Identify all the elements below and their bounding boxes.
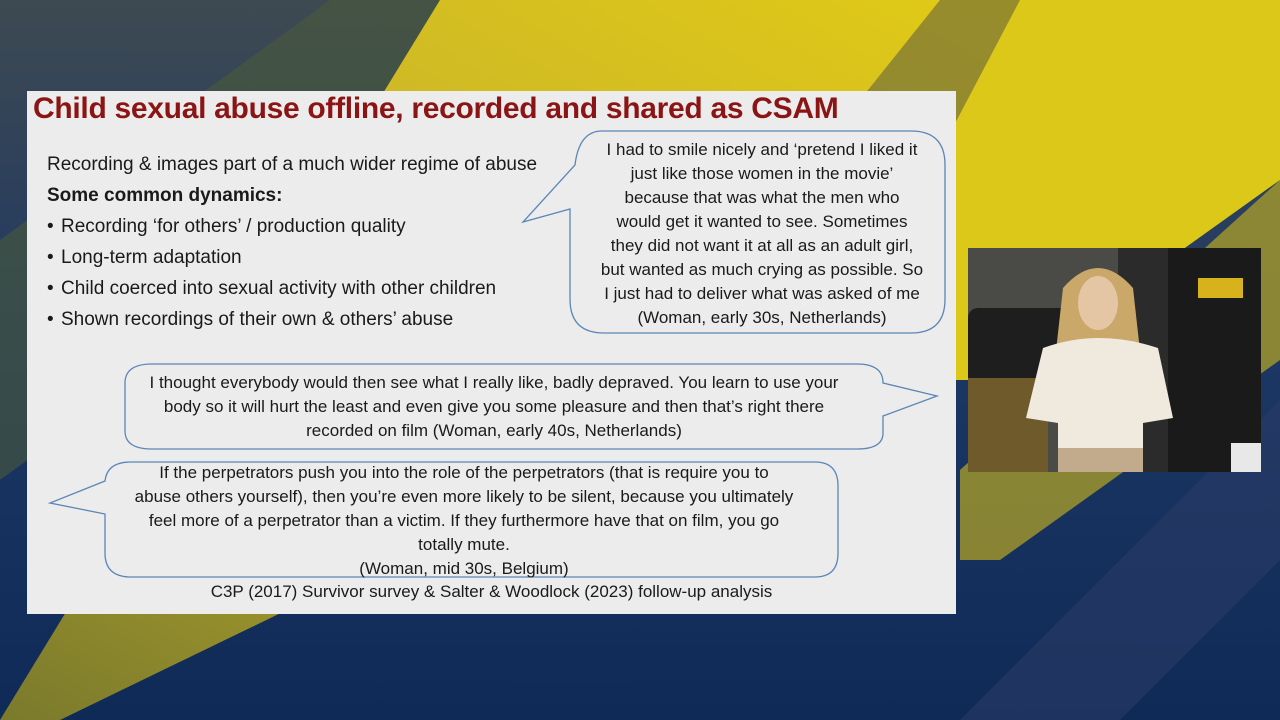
- quote-line: just like those women in the movie’: [630, 164, 894, 183]
- quote-line: but wanted as much crying as possible. So: [600, 260, 924, 279]
- bullet-text: Shown recordings of their own & others’ abuse: [61, 309, 454, 330]
- quote-line: I thought everybody would then see what I really like, badly depraved. You learn to use your: [149, 373, 839, 392]
- quote-line: because that was what the men who: [624, 188, 900, 207]
- slide-title: Child sexual abuse offline, recorded and shared as CSAM: [33, 92, 839, 125]
- bullet-text: Child coerced into sexual activity with other children: [61, 278, 497, 299]
- quote-line: totally mute.: [418, 535, 510, 554]
- quote-line: I had to smile nicely and ‘pretend I liked it: [606, 140, 918, 159]
- quote-attribution: (Woman, early 30s, Netherlands): [637, 308, 887, 327]
- bullet-list: [47, 149, 567, 335]
- bullet-text: Long-term adaptation: [61, 247, 242, 268]
- quote-line: feel more of a perpetrator than a victim. If they furthermore have that on film, you go: [148, 511, 780, 530]
- quote-line: If the perpetrators push you into the role of the perpetrators (that is require you to: [159, 463, 769, 482]
- bullet-glyph: •: [47, 216, 54, 237]
- bullet-item: [47, 242, 567, 273]
- bullet-text: Recording ‘for others’ / production quality: [61, 216, 406, 237]
- bullet-item: [47, 304, 567, 335]
- dynamics-heading: Some common dynamics:: [47, 185, 283, 206]
- quote-line: would get it wanted to see. Sometimes: [616, 212, 908, 231]
- citation: C3P (2017) Survivor survey & Salter & Woodlock (2023) follow-up analysis: [210, 582, 773, 601]
- bullet-item: [47, 273, 567, 304]
- quote-line: body so it will hurt the least and even give you some pleasure and then that’s right there: [163, 397, 825, 416]
- quote-2-text: [129, 371, 859, 443]
- bullet-glyph: •: [47, 247, 54, 268]
- speaker-video-inset: [968, 248, 1261, 472]
- quote-attribution: (Woman, mid 30s, Belgium): [359, 559, 569, 578]
- quote-line: recorded on film (Woman, early 40s, Netherlands): [306, 421, 682, 440]
- bullet-glyph: •: [47, 278, 54, 299]
- quote-line: I just had to deliver what was asked of me: [604, 284, 920, 303]
- bullet-item: [47, 211, 567, 242]
- quote-line: abuse others yourself), then you’re even more likely to be silent, because you ultimately: [134, 487, 794, 506]
- intro-line: Recording & images part of a much wider regime of abuse: [47, 154, 538, 175]
- bullet-glyph: •: [47, 309, 54, 330]
- presentation-slide: [27, 91, 956, 614]
- quote-1-text: [583, 138, 941, 330]
- speaker-video-frame: [968, 248, 1261, 472]
- quote-line: they did not want it at all as an adult girl,: [610, 236, 914, 255]
- quote-3-text: [109, 461, 819, 581]
